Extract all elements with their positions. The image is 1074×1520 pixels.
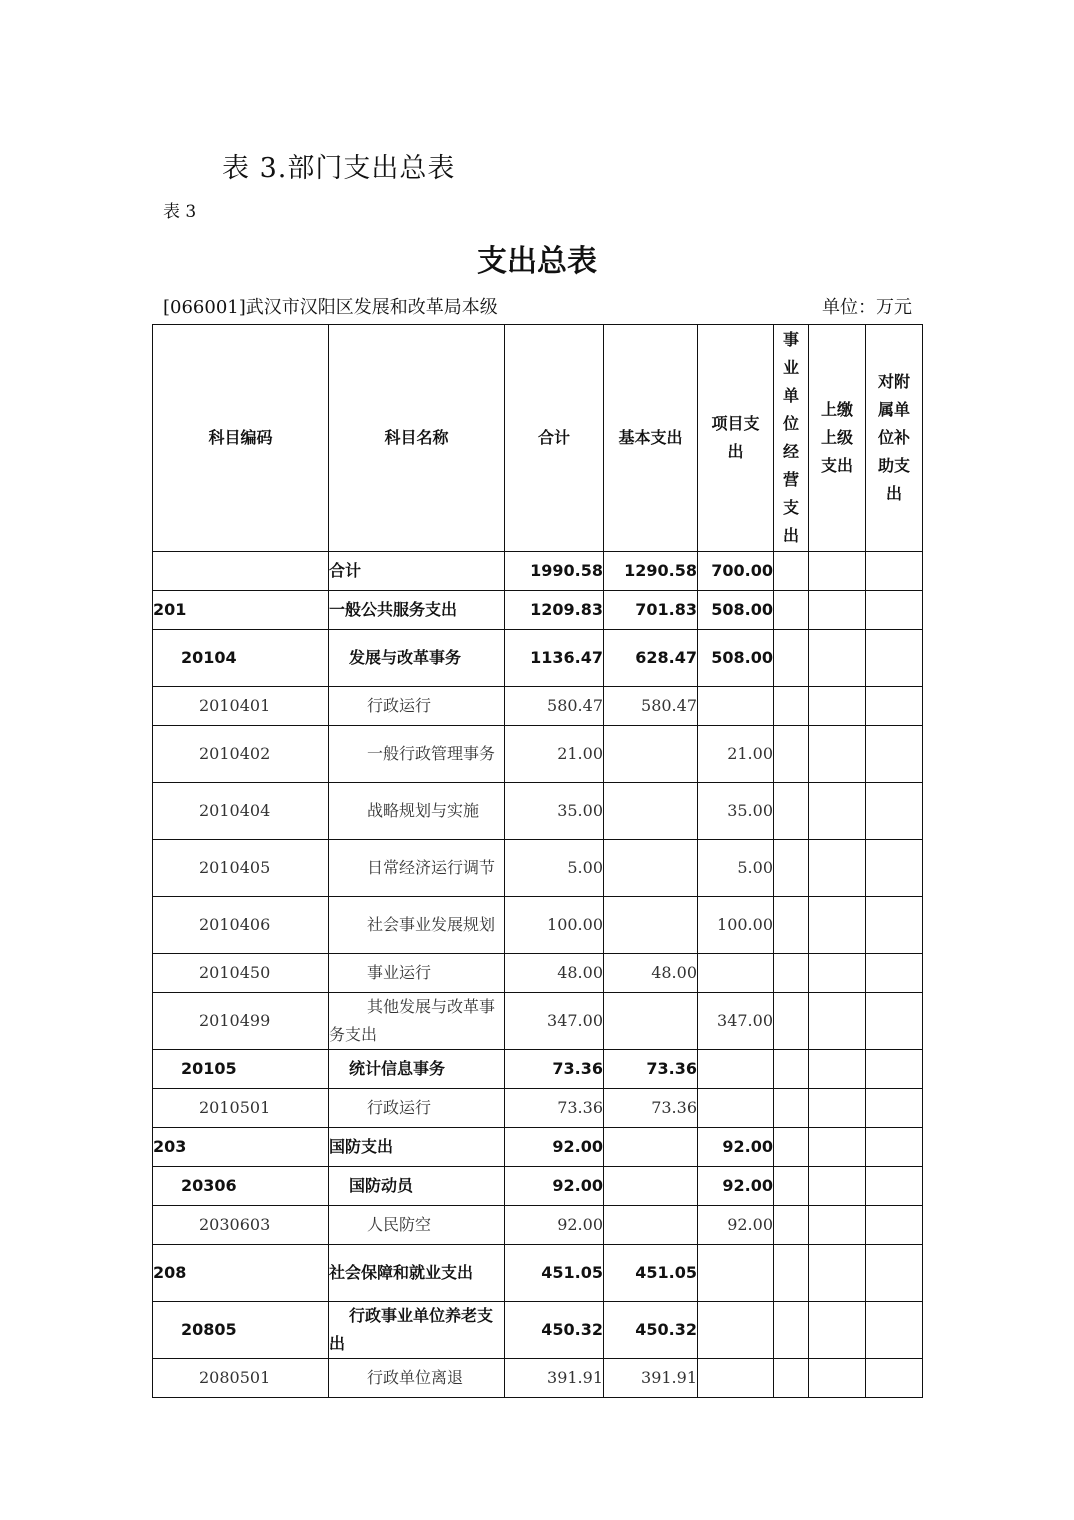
- cell-name: 日常经济运行调节: [329, 840, 505, 897]
- cell-total: 450.32: [505, 1302, 604, 1359]
- table-row: [153, 1245, 923, 1302]
- cell-project: 700.00: [698, 552, 774, 591]
- cell-upper: [809, 687, 866, 726]
- cell-subsidy: [866, 1359, 923, 1398]
- cell-total: 5.00: [505, 840, 604, 897]
- cell-total: 92.00: [505, 1167, 604, 1206]
- cell-business: [774, 993, 809, 1050]
- table-row: [153, 993, 923, 1050]
- cell-name: 事业运行: [329, 954, 505, 993]
- header-subsidy-text: 对附属单位补助支出: [877, 372, 910, 503]
- cell-code: 20104: [153, 630, 329, 687]
- cell-basic: [604, 1167, 698, 1206]
- table-row: [153, 687, 923, 726]
- cell-basic: [604, 1206, 698, 1245]
- cell-basic: 450.32: [604, 1302, 698, 1359]
- cell-upper: [809, 897, 866, 954]
- cell-business: [774, 726, 809, 783]
- cell-name: 国防动员: [329, 1167, 505, 1206]
- cell-code: 2010499: [153, 993, 329, 1050]
- table-title: 支出总表: [477, 244, 597, 279]
- cell-total: 451.05: [505, 1245, 604, 1302]
- cell-basic: 48.00: [604, 954, 698, 993]
- cell-code: 20306: [153, 1167, 329, 1206]
- table-header-row: [153, 325, 923, 552]
- cell-total: 73.36: [505, 1050, 604, 1089]
- cell-total: 1209.83: [505, 591, 604, 630]
- table-body: [153, 552, 923, 1398]
- cell-subsidy: [866, 1206, 923, 1245]
- cell-code: 2010402: [153, 726, 329, 783]
- cell-subsidy: [866, 687, 923, 726]
- cell-project: 35.00: [698, 783, 774, 840]
- cell-project: [698, 1245, 774, 1302]
- cell-name: 行政运行: [329, 687, 505, 726]
- cell-upper: [809, 726, 866, 783]
- table-row: [153, 1167, 923, 1206]
- cell-upper: [809, 1089, 866, 1128]
- table-row: [153, 840, 923, 897]
- table-row: [153, 1128, 923, 1167]
- table-row: [153, 954, 923, 993]
- cell-project: 92.00: [698, 1128, 774, 1167]
- cell-total: 1136.47: [505, 630, 604, 687]
- cell-project: 5.00: [698, 840, 774, 897]
- cell-name: 行政单位离退: [329, 1359, 505, 1398]
- cell-business: [774, 954, 809, 993]
- header-project: [698, 325, 774, 552]
- cell-total: 92.00: [505, 1128, 604, 1167]
- cell-project: [698, 954, 774, 993]
- cell-basic: 580.47: [604, 687, 698, 726]
- cell-subsidy: [866, 726, 923, 783]
- cell-name: 社会事业发展规划: [329, 897, 505, 954]
- cell-name: 一般公共服务支出: [329, 591, 505, 630]
- cell-project: 92.00: [698, 1206, 774, 1245]
- cell-name: 一般行政管理事务: [329, 726, 505, 783]
- cell-total: 1990.58: [505, 552, 604, 591]
- cell-total: 92.00: [505, 1206, 604, 1245]
- cell-code: 2080501: [153, 1359, 329, 1398]
- cell-basic: 1290.58: [604, 552, 698, 591]
- table-row: [153, 1206, 923, 1245]
- cell-total: 35.00: [505, 783, 604, 840]
- cell-code: 2010401: [153, 687, 329, 726]
- cell-basic: [604, 897, 698, 954]
- header-business-text: 事业单位经营支出: [782, 330, 799, 545]
- cell-upper: [809, 591, 866, 630]
- cell-project: 21.00: [698, 726, 774, 783]
- cell-subsidy: [866, 840, 923, 897]
- cell-name: 人民防空: [329, 1206, 505, 1245]
- cell-code: 2010450: [153, 954, 329, 993]
- cell-upper: [809, 552, 866, 591]
- cell-total: 391.91: [505, 1359, 604, 1398]
- cell-total: 73.36: [505, 1089, 604, 1128]
- cell-subsidy: [866, 1167, 923, 1206]
- cell-code: 203: [153, 1128, 329, 1167]
- cell-business: [774, 630, 809, 687]
- cell-code: 2010501: [153, 1089, 329, 1128]
- cell-subsidy: [866, 993, 923, 1050]
- cell-basic: [604, 840, 698, 897]
- cell-subsidy: [866, 783, 923, 840]
- header-project-text: 项目支出: [711, 414, 760, 461]
- cell-business: [774, 783, 809, 840]
- header-code: 科目编码: [153, 325, 329, 552]
- cell-basic: 701.83: [604, 591, 698, 630]
- cell-code: 2010405: [153, 840, 329, 897]
- cell-code: [153, 552, 329, 591]
- cell-subsidy: [866, 954, 923, 993]
- cell-project: 347.00: [698, 993, 774, 1050]
- cell-business: [774, 591, 809, 630]
- unit-label: 单位：万元: [822, 297, 912, 318]
- header-basic: 基本支出: [604, 325, 698, 552]
- page-heading: 表 3.部门支出总表: [222, 153, 456, 184]
- expenditure-table: [152, 324, 923, 1398]
- cell-basic: 73.36: [604, 1050, 698, 1089]
- cell-basic: 628.47: [604, 630, 698, 687]
- cell-business: [774, 687, 809, 726]
- cell-code: 2010404: [153, 783, 329, 840]
- cell-name: 行政事业单位养老支出: [329, 1302, 505, 1359]
- table-row: [153, 783, 923, 840]
- table-row: [153, 630, 923, 687]
- cell-name: 国防支出: [329, 1128, 505, 1167]
- cell-total: 347.00: [505, 993, 604, 1050]
- cell-subsidy: [866, 591, 923, 630]
- cell-upper: [809, 993, 866, 1050]
- cell-business: [774, 1128, 809, 1167]
- cell-project: 92.00: [698, 1167, 774, 1206]
- cell-code: 20105: [153, 1050, 329, 1089]
- cell-code: 2010406: [153, 897, 329, 954]
- cell-basic: [604, 1128, 698, 1167]
- cell-business: [774, 552, 809, 591]
- cell-upper: [809, 783, 866, 840]
- cell-subsidy: [866, 1245, 923, 1302]
- cell-code: 2030603: [153, 1206, 329, 1245]
- cell-business: [774, 840, 809, 897]
- cell-code: 20805: [153, 1302, 329, 1359]
- cell-total: 100.00: [505, 897, 604, 954]
- cell-project: 508.00: [698, 591, 774, 630]
- table-number: 表 3: [163, 202, 197, 222]
- cell-upper: [809, 840, 866, 897]
- header-subsidy: [866, 325, 923, 552]
- cell-subsidy: [866, 552, 923, 591]
- cell-basic: [604, 726, 698, 783]
- cell-basic: [604, 993, 698, 1050]
- cell-name: 统计信息事务: [329, 1050, 505, 1089]
- header-name: 科目名称: [329, 325, 505, 552]
- table-row: [153, 591, 923, 630]
- cell-project: [698, 1359, 774, 1398]
- header-upper: [809, 325, 866, 552]
- cell-total: 580.47: [505, 687, 604, 726]
- cell-name: 行政运行: [329, 1089, 505, 1128]
- table-row: [153, 1359, 923, 1398]
- cell-basic: 73.36: [604, 1089, 698, 1128]
- cell-total: 48.00: [505, 954, 604, 993]
- cell-upper: [809, 1128, 866, 1167]
- cell-business: [774, 1206, 809, 1245]
- cell-basic: 391.91: [604, 1359, 698, 1398]
- cell-upper: [809, 1245, 866, 1302]
- cell-upper: [809, 954, 866, 993]
- cell-project: 508.00: [698, 630, 774, 687]
- cell-name: 社会保障和就业支出: [329, 1245, 505, 1302]
- cell-basic: [604, 783, 698, 840]
- cell-basic: 451.05: [604, 1245, 698, 1302]
- cell-name: 合计: [329, 552, 505, 591]
- table-row: [153, 1302, 923, 1359]
- cell-business: [774, 1050, 809, 1089]
- cell-project: [698, 687, 774, 726]
- header-upper-text: 上缴上级支出: [820, 400, 853, 475]
- cell-subsidy: [866, 1302, 923, 1359]
- cell-upper: [809, 630, 866, 687]
- cell-code: 208: [153, 1245, 329, 1302]
- cell-upper: [809, 1167, 866, 1206]
- cell-business: [774, 1245, 809, 1302]
- cell-name: 其他发展与改革事务支出: [329, 993, 505, 1050]
- table-row: [153, 897, 923, 954]
- cell-business: [774, 897, 809, 954]
- department-label: [066001]武汉市汉阳区发展和改革局本级: [163, 297, 498, 318]
- header-total: 合计: [505, 325, 604, 552]
- header-business: [774, 325, 809, 552]
- cell-name: 发展与改革事务: [329, 630, 505, 687]
- cell-subsidy: [866, 897, 923, 954]
- cell-upper: [809, 1050, 866, 1089]
- cell-project: [698, 1302, 774, 1359]
- cell-business: [774, 1089, 809, 1128]
- cell-subsidy: [866, 1128, 923, 1167]
- cell-subsidy: [866, 1050, 923, 1089]
- cell-upper: [809, 1302, 866, 1359]
- cell-project: [698, 1050, 774, 1089]
- cell-upper: [809, 1206, 866, 1245]
- cell-name: 战略规划与实施: [329, 783, 505, 840]
- table-row: [153, 726, 923, 783]
- cell-project: 100.00: [698, 897, 774, 954]
- cell-upper: [809, 1359, 866, 1398]
- cell-business: [774, 1302, 809, 1359]
- table-row: [153, 1050, 923, 1089]
- cell-business: [774, 1167, 809, 1206]
- table-row: [153, 552, 923, 591]
- cell-subsidy: [866, 1089, 923, 1128]
- cell-code: 201: [153, 591, 329, 630]
- cell-subsidy: [866, 630, 923, 687]
- table-row: [153, 1089, 923, 1128]
- cell-total: 21.00: [505, 726, 604, 783]
- cell-project: [698, 1089, 774, 1128]
- cell-business: [774, 1359, 809, 1398]
